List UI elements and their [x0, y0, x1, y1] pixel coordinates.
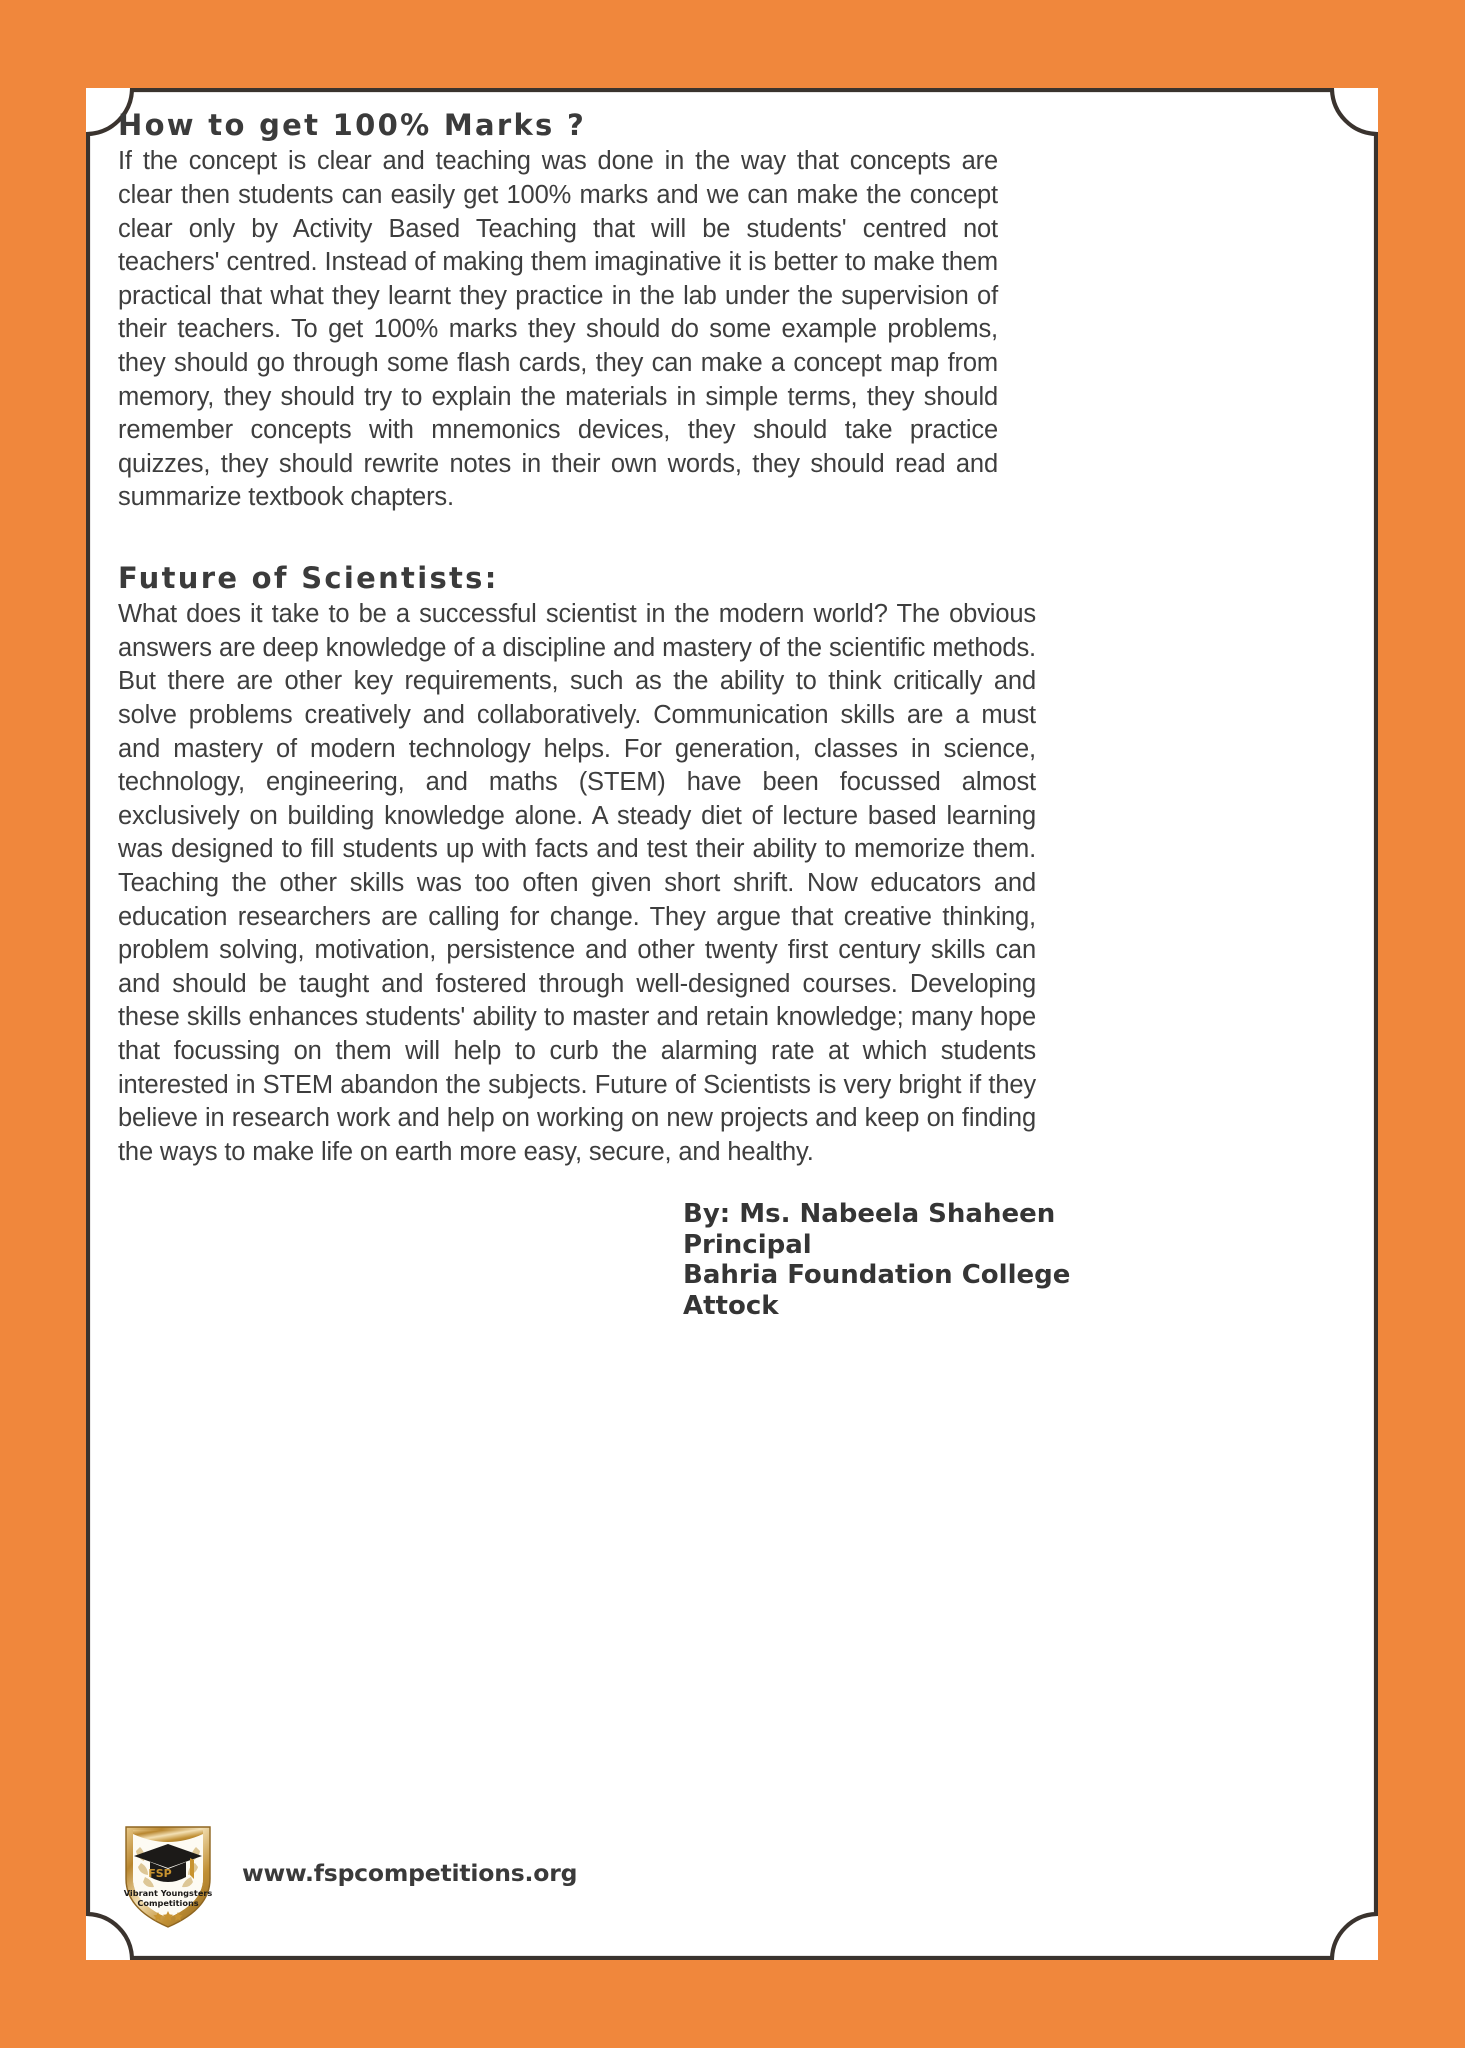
logo-acronym-text: FSP [148, 1867, 172, 1880]
article-content [118, 108, 1346, 1940]
heading-future-of-scientists: Future of Scientists: [118, 560, 499, 595]
logo-tagline-line1: Vibrant Youngsters [123, 1888, 213, 1898]
website-url[interactable]: www.fspcompetitions.org [242, 1859, 578, 1887]
heading-how-to-get-marks: How to get 100% Marks ? [118, 108, 587, 142]
author-signature-block [118, 1199, 1071, 1321]
signature-institution: Bahria Foundation College [683, 1260, 1071, 1291]
signature-city: Attock [683, 1290, 779, 1321]
paragraph-future-of-scientists: What does it take to be a successful scientist in the modern world? The obvious answers are deep knowledge of a discipline and mastery of the scientific methods. But there are other key requirements, such as the ability to think critically and solve problems creatively and collaboratively. Communication skills are a must and mastery of modern technology helps. For generation, classes in science, technology, engineering, and maths (STEM) have been focussed almost exclusively on building knowledge alone. A steady diet of lecture based learning was designed to fill students up with facts and test their ability to memorize them. Teaching the other skills was too often given short shrift. Now educators and education researchers are calling for change. They argue that creative thinking, problem solving, motivation, persistence and other twenty first century skills can and should be taught and fostered through well-designed courses. Developing these skills enhances students' ability to master and retain knowledge; many hope that focussing on them will help to curb the alarming rate at which students interested in STEM abandon the subjects. Future of Scientists is very bright if they believe in research work and help on working on new projects and keep on finding the ways to make life on earth more easy, secure, and healthy. [118, 600, 1036, 1166]
footer [118, 1803, 1346, 1943]
logo-tagline-line2: Competitions [137, 1898, 199, 1908]
fsp-shield-logo [120, 1817, 216, 1929]
paragraph-how-to-get-marks: If the concept is clear and teaching was done in the way that concepts are clear then students can easily get 100% marks and we can make the concept clear only by Activity Based Teaching that will be students' centred not teachers' centred. Instead of making them imaginative it is better to make them practical that what they learnt they practice in the lab under the supervision of their teachers. To get 100% marks they should do some example problems, they should go through some flash cards, they can make a concept map from memory, they should try to explain the materials in simple terms, they should remember concepts with mnemonics devices, they should take practice quizzes, they should rewrite notes in their own words, they should read and summarize textbook chapters. [118, 147, 998, 512]
signature-author: By: Ms. Nabeela Shaheen [683, 1199, 1056, 1230]
signature-designation: Principal [683, 1229, 812, 1260]
shield-icon [120, 1817, 216, 1929]
